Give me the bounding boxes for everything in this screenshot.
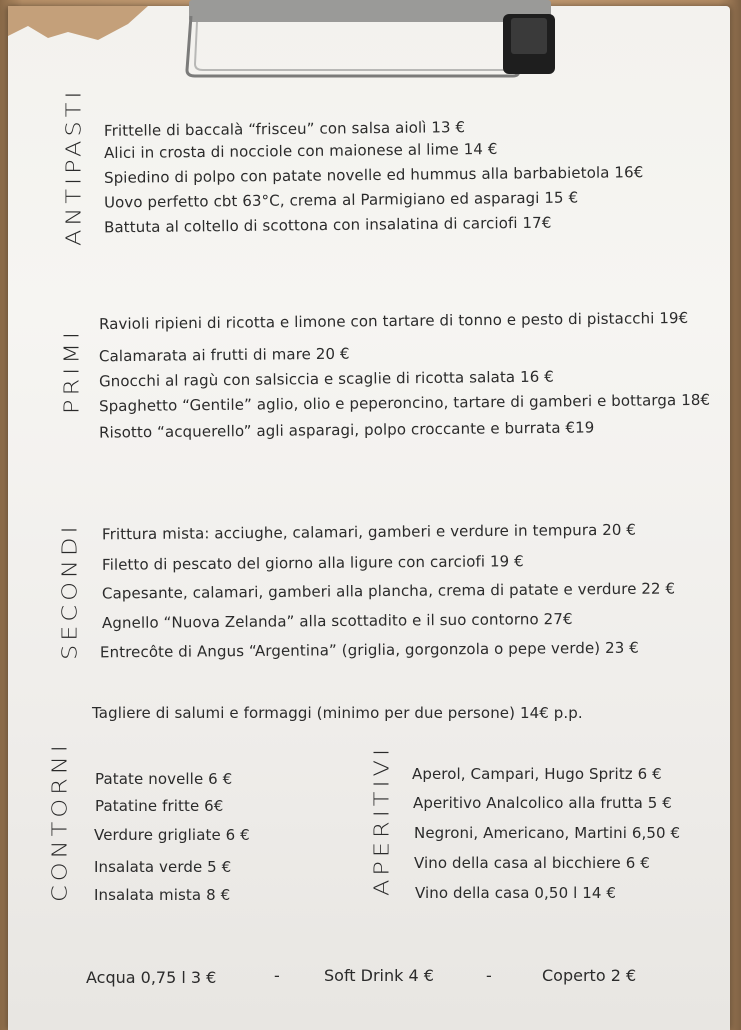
antipasti-item: Uovo perfetto cbt 63°C, crema al Parmigiano ed asparagi 15 € bbox=[103, 188, 579, 212]
aperitivi-item: Vino della casa al bicchiere 6 € bbox=[414, 854, 650, 872]
aperitivi-label: APERITIVI bbox=[370, 744, 394, 896]
primi-item: Risotto “acquerello” agli asparagi, polpo croccante e burrata €19 bbox=[98, 418, 595, 442]
footer-separator: - bbox=[274, 966, 280, 985]
tagliere-item: Tagliere di salumi e formaggi (minimo per due persone) 14€ p.p. bbox=[92, 704, 583, 722]
primi-item: Calamarata ai frutti di mare 20 € bbox=[98, 344, 350, 366]
footer-separator: - bbox=[486, 966, 492, 985]
antipasti-label: ANTIPASTI bbox=[62, 87, 86, 246]
secondi-item: Entrecôte di Angus “Argentina” (griglia, gorgonzola o pepe verde) 23 € bbox=[99, 638, 639, 662]
contorni-item: Insalata mista 8 € bbox=[94, 886, 231, 904]
antipasti-item: Alici in crosta di nocciole con maionese al lime 14 € bbox=[103, 139, 498, 163]
antipasti-item: Frittelle di baccalà “frisceu” con salsa aiolì 13 € bbox=[103, 118, 466, 140]
primi-item: Gnocchi al ragù con salsiccia e scaglie di ricotta salata 16 € bbox=[98, 367, 554, 391]
contorni-item: Insalata verde 5 € bbox=[94, 858, 232, 876]
primi-item: Spaghetto “Gentile” aglio, olio e peperoncino, tartare di gamberi e bottarga 18€ bbox=[98, 390, 711, 416]
contorni-item: Patatine fritte 6€ bbox=[95, 797, 224, 815]
contorni-label: CONTORNI bbox=[48, 741, 72, 902]
aperitivi-item: Aperol, Campari, Hugo Spritz 6 € bbox=[412, 765, 662, 783]
secondi-item: Frittura mista: acciughe, calamari, gamberi e verdure in tempura 20 € bbox=[101, 520, 637, 544]
contorni-item: Patate novelle 6 € bbox=[95, 770, 233, 788]
secondi-label: SECONDI bbox=[58, 522, 82, 660]
contorni-item: Verdure grigliate 6 € bbox=[94, 826, 250, 844]
footer-soft-drink: Soft Drink 4 € bbox=[324, 966, 434, 985]
clipboard-clip bbox=[183, 0, 563, 80]
aperitivi-item: Aperitivo Analcolico alla frutta 5 € bbox=[413, 794, 672, 812]
secondi-item: Filetto di pescato del giorno alla ligure con carciofi 19 € bbox=[101, 552, 524, 574]
footer-acqua: Acqua 0,75 l 3 € bbox=[86, 968, 217, 987]
primi-item: Ravioli ripieni di ricotta e limone con tartare di tonno e pesto di pistacchi 19€ bbox=[98, 308, 689, 334]
aperitivi-item: Negroni, Americano, Martini 6,50 € bbox=[414, 824, 681, 842]
primi-label: PRIMI bbox=[60, 327, 84, 414]
antipasti-item: Spiedino di polpo con patate novelle ed hummus alla barbabietola 16€ bbox=[103, 163, 644, 187]
aperitivi-item: Vino della casa 0,50 l 14 € bbox=[415, 884, 617, 902]
antipasti-item: Battuta al coltello di scottona con insalatina di carciofi 17€ bbox=[103, 213, 552, 237]
secondi-item: Agnello “Nuova Zelanda” alla scottadito e il suo contorno 27€ bbox=[101, 609, 573, 633]
footer-coperto: Coperto 2 € bbox=[542, 966, 637, 985]
secondi-item: Capesante, calamari, gamberi alla plancha, crema di patate e verdure 22 € bbox=[101, 579, 676, 603]
